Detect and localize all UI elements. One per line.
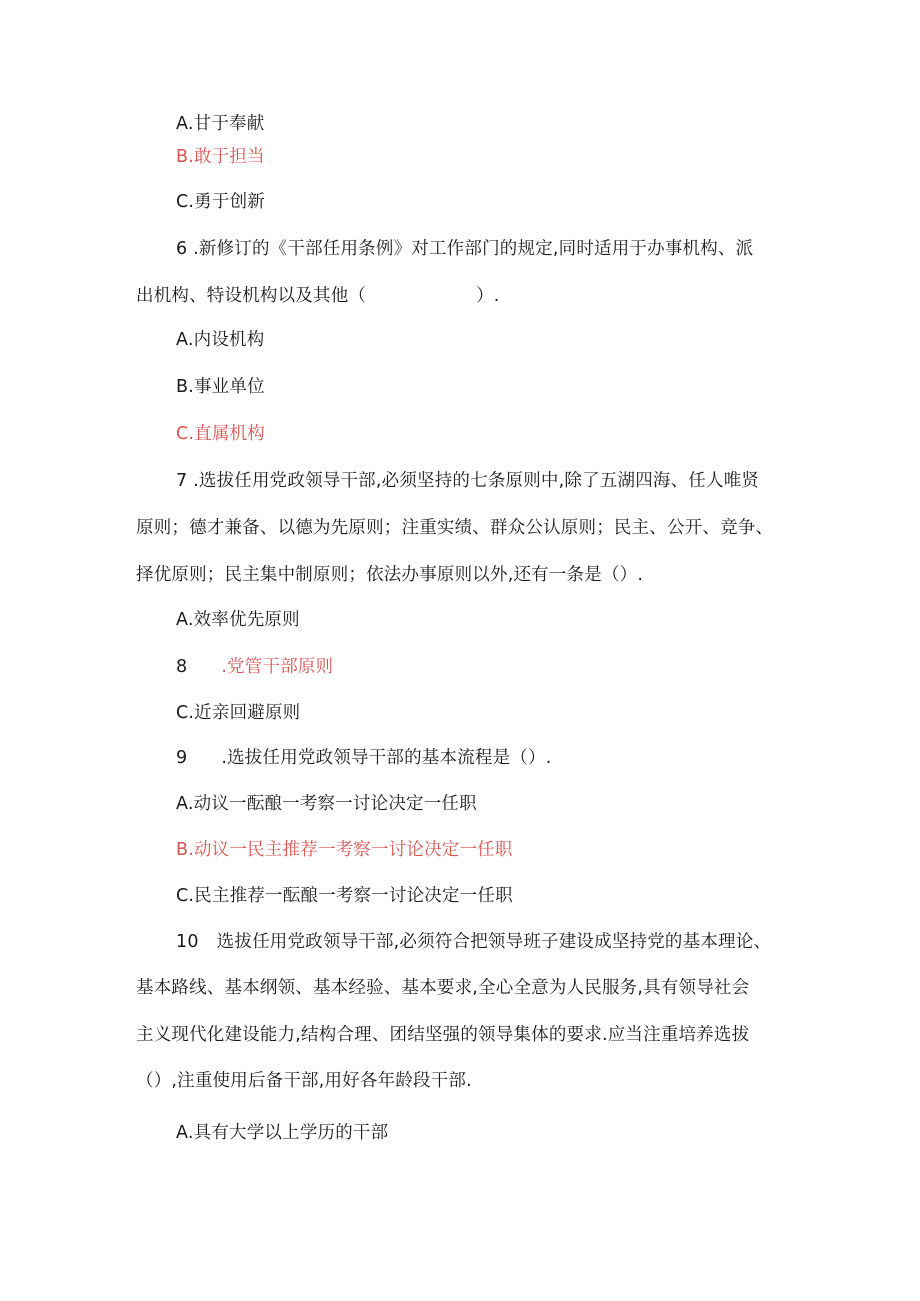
question-6-line-2: 出机构、特设机构以及其他（ ）.	[136, 286, 500, 306]
question-10-line-3: 主义现代化建设能力,结构合理、团结坚强的领导集体的要求.应当注重培养选拔	[136, 1025, 750, 1045]
question-number: 10	[176, 932, 199, 952]
option-b-q6: B.事业单位	[176, 377, 265, 397]
question-9-line-1: 9 .选拔任用党政领导干部的基本流程是（）.	[176, 748, 552, 768]
question-10-line-1: 10 选拔任用党政领导干部,必须符合把领导班子建设成坚持党的基本理论、	[176, 932, 772, 952]
option-c-q9: C.民主推荐一酝酿一考察一讨论决定一任职	[176, 886, 513, 906]
question-10-line-4: （）,注重使用后备干部,用好各年龄段干部.	[136, 1071, 472, 1091]
option-c-q5: C.勇于创新	[176, 192, 265, 212]
option-a-q5: A.甘于奉献	[176, 114, 265, 134]
question-7-line-3: 择优原则；民主集中制原则；依法办事原则以外,还有一条是（）.	[136, 565, 644, 585]
option-a-q6: A.内设机构	[176, 330, 265, 350]
option-a-q7: A.效率优先原则	[176, 610, 300, 630]
option-c-q7: C.近亲回避原则	[176, 703, 301, 723]
question-7-line-2: 原则；德才兼备、以德为先原则；注重实绩、群众公认原则；民主、公开、竞争、	[136, 518, 774, 538]
option-c-q6-answer: C.直属机构	[176, 424, 265, 444]
question-number: 9	[176, 748, 188, 768]
item-number: 8	[176, 657, 188, 677]
option-a-q10: A.具有大学以上学历的干部	[176, 1123, 389, 1143]
option-a-q9: A.动议一酝酿一考察一讨论决定一任职	[176, 794, 477, 814]
question-number: 6	[176, 239, 188, 259]
question-number: 7	[176, 471, 188, 491]
question-6-line-1: 6 .新修订的《干部任用条例》对工作部门的规定,同时适用于办事机构、派	[176, 239, 754, 259]
option-b-q5-answer: B.敢于担当	[176, 147, 265, 167]
question-7-line-1: 7 .选拔任用党政领导干部,必须坚持的七条原则中,除了五湖四海、任人唯贤	[176, 471, 760, 491]
option-b-q7-answer: 8 .党管干部原则	[176, 657, 334, 677]
option-b-q9-answer: B.动议一民主推荐一考察一讨论决定一任职	[176, 840, 513, 860]
question-10-line-2: 基本路线、基本纲领、基本经验、基本要求,全心全意为人民服务,具有领导社会	[136, 978, 750, 998]
